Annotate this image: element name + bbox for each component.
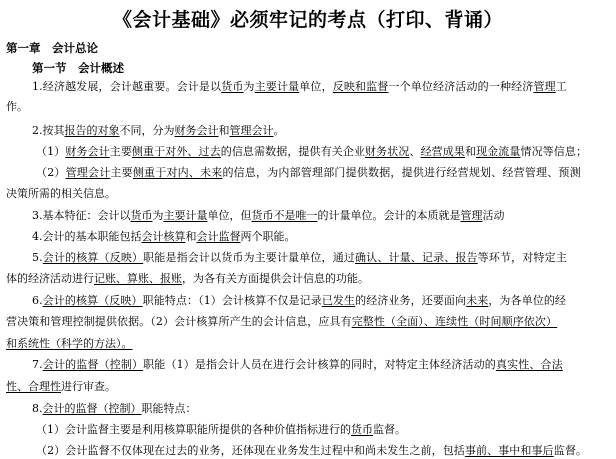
underlined-term: 侧重于对内、未来 <box>132 166 223 179</box>
point-8-sub-2-line <box>36 444 612 458</box>
text-run: 等环节，对特定主 <box>477 251 567 264</box>
text-run: 、 <box>409 145 421 158</box>
text-run: 和 <box>218 124 230 137</box>
text-run: 体的经济活动进行 <box>6 272 94 285</box>
text-run: 8. <box>32 402 43 415</box>
underlined-term: 会计核算 <box>141 230 186 243</box>
underlined-term: 货币 <box>221 80 244 93</box>
underlined-term: 经营成果 <box>420 145 465 158</box>
text-run: 监督。 <box>553 444 588 457</box>
point-7-line-2 <box>6 380 612 394</box>
text-run: 决策所需的相关信息。 <box>6 187 116 200</box>
underlined-term: 货币不是唯一 <box>251 209 318 222</box>
underlined-term: 管理 <box>533 80 556 93</box>
underlined-term: 财务会计 <box>174 124 219 137</box>
text-run: 和 <box>464 145 477 158</box>
text-run: 7. <box>32 358 43 371</box>
underlined-term: 财务状况 <box>365 145 410 158</box>
underlined-term: 货币 <box>351 423 373 436</box>
underlined-term: 货币 <box>130 209 153 222</box>
text-run: 营决策和管理控制提供依据。（2）会计核算所产生的会计信息，应具有 <box>6 315 352 328</box>
underlined-term: 反映和监督 <box>332 80 389 93</box>
point-1-line-2 <box>6 100 612 114</box>
underlined-term: 管理会计 <box>229 124 274 137</box>
point-2-sub-2-line-1 <box>36 166 612 180</box>
text-run: 为 <box>243 80 255 93</box>
text-run: 。 <box>273 124 285 137</box>
point-2-line <box>32 124 612 138</box>
text-run: （1） <box>36 145 66 158</box>
text-run: 两个职能。 <box>240 230 296 243</box>
section-heading: 第一节 会计概述 <box>32 61 124 75</box>
point-8-line <box>32 402 612 416</box>
text-run: 的信息需数据，提供有关企业 <box>220 145 366 158</box>
text-run: （2）会计监督不仅体现在过去的业务，还体现在业务发生过程中和尚未发生之前，包括 <box>36 444 465 457</box>
point-2-sub-2-line-2 <box>6 187 612 201</box>
underlined-term: 已发生 <box>321 294 356 307</box>
double-underlined-term: 和系统性（科学的方法）。 <box>6 337 133 350</box>
underlined-term: 主要计量 <box>163 209 208 222</box>
text-run: 单位，但 <box>207 209 252 222</box>
point-5-line-1 <box>32 251 612 265</box>
point-6-line-1 <box>32 294 612 308</box>
point-4-line <box>32 230 612 244</box>
text-run: 职能是指会计以货币为主要计量单位，通过 <box>143 251 356 264</box>
underlined-term: 会计的核算（反映） <box>42 251 144 264</box>
text-run: 1.经济越发展，会计越重要。会计是以 <box>32 80 222 93</box>
chapter-heading: 第一章 会计总论 <box>6 41 98 55</box>
underlined-term: 财务会计 <box>65 145 110 158</box>
text-run: 5. <box>32 251 43 264</box>
text-run: 职能特点： <box>141 402 197 415</box>
text-run: 情况等信息； <box>520 145 588 158</box>
text-run: 的经济业务，还要面向 <box>355 294 467 307</box>
underlined-term: 会计的核算（反映） <box>42 294 143 307</box>
text-run: 职能特点：（1）会计核算不仅是记录 <box>142 294 322 307</box>
text-run: ，为各单位的经 <box>488 294 567 307</box>
text-run: 监督。 <box>373 423 406 436</box>
underlined-term: 会计监督 <box>196 230 241 243</box>
point-2-sub-1-line <box>36 145 612 159</box>
underlined-term: 报告的对象 <box>64 124 120 137</box>
underlined-term: 未来 <box>466 294 489 307</box>
point-8-sub-1-line <box>36 423 612 437</box>
text-run: 4.会计的基本职能包括 <box>32 230 142 243</box>
text-run: 2.按其 <box>32 124 65 137</box>
text-run: 主要 <box>109 145 132 158</box>
text-run: 的计量单位。会计的本质就是 <box>317 209 461 222</box>
text-run: （1）会计监督主要是利用核算职能所提供的各种价值指标进行的 <box>36 423 351 436</box>
underlined-term: 会计的监督（控制） <box>42 358 144 371</box>
point-3-line <box>32 209 612 223</box>
underlined-term: 管理 <box>460 209 483 222</box>
point-5-line-2 <box>6 272 612 286</box>
text-run: 作。 <box>6 100 28 113</box>
double-underlined-term: 确认、计量、记录、报告 <box>355 251 478 264</box>
point-1-line-1 <box>32 80 612 94</box>
text-run: 一个单位经济活动的一种经济 <box>388 80 534 93</box>
text-run: 职能（1）是指会计人员在进行会计核算的同时，对特定主体经济活动的 <box>143 358 496 371</box>
double-underlined-term: 完整性（全面）、连续性（时间顺序依次） <box>351 315 558 328</box>
double-underlined-term: 事前、事中和事后 <box>464 444 554 457</box>
point-6-line-3 <box>6 337 612 351</box>
text-run: 不同，分为 <box>119 124 175 137</box>
text-run: 主要 <box>110 166 133 179</box>
point-7-line-1 <box>32 358 612 372</box>
text-run: 工 <box>555 80 567 93</box>
text-run: （2） <box>36 166 66 179</box>
text-run: 活动 <box>482 209 505 222</box>
text-run: 6. <box>32 294 43 307</box>
text-run: 的信息，为内部管理部门提供数据，提供进行经营规划、经营管理、预测 <box>222 166 581 179</box>
underlined-term: 会计的监督（控制） <box>42 402 142 415</box>
text-run: 和 <box>185 230 197 243</box>
text-run: ，为各有关方面提供会计信息的功能。 <box>182 272 369 285</box>
text-run: 进行审查。 <box>61 380 116 393</box>
text-run: 为 <box>152 209 164 222</box>
double-underlined-term: 性、合理性 <box>6 380 61 393</box>
underlined-term: 侧重于对外、过去 <box>131 145 221 158</box>
text-run: 单位， <box>299 80 333 93</box>
point-6-line-2 <box>6 315 612 329</box>
underlined-term: 现金流量 <box>476 145 521 158</box>
underlined-term: 主要计量 <box>254 80 300 93</box>
underlined-term: 管理会计 <box>65 166 111 179</box>
double-underlined-term: 真实性、合法 <box>495 358 563 371</box>
text-run: 3.基本特征：会计以 <box>32 209 131 222</box>
double-underlined-term: 记账、算账、报账 <box>94 272 182 285</box>
document-title: 《会计基础》必须牢记的考点（打印、背诵） <box>112 9 503 31</box>
